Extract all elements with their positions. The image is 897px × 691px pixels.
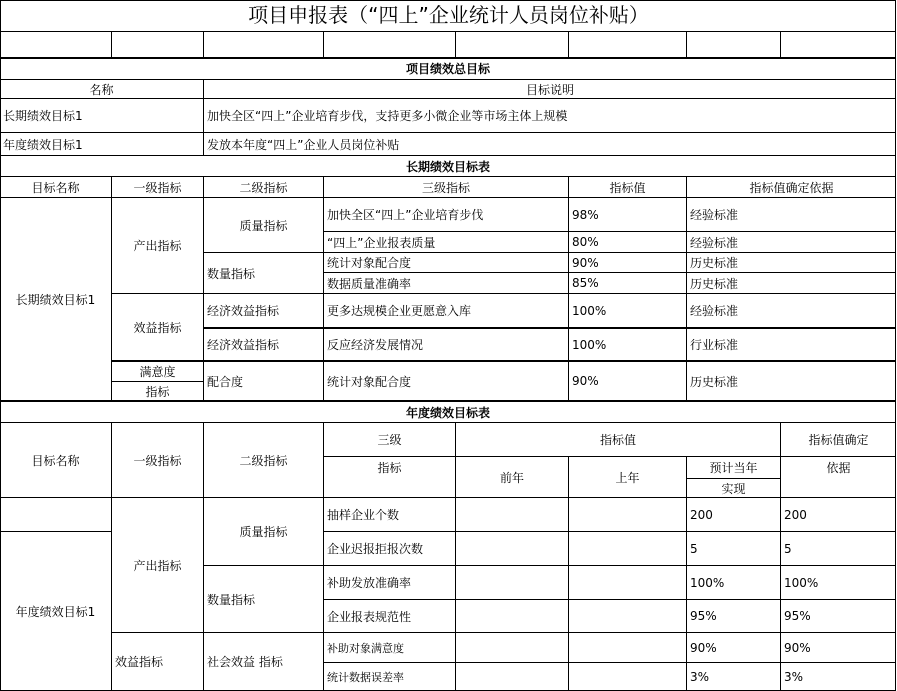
an-row-basis: 95% <box>784 609 811 623</box>
lt-row-l3: 统计对象配合度 <box>327 374 412 389</box>
an-header-l3: 三级 <box>377 433 402 447</box>
an-row-expected: 200 <box>690 507 713 522</box>
an-l1-output: 产出指标 <box>133 558 182 573</box>
an-row-expected: 90% <box>690 640 717 655</box>
lt-header-l2: 二级指标 <box>239 180 288 195</box>
lt-row-value: 90% <box>572 255 599 270</box>
lt-header-target: 目标名称 <box>31 180 80 195</box>
an-target-name: 年度绩效目标1 <box>15 604 96 619</box>
an-row-l3: 补助对象满意度 <box>327 641 404 655</box>
lt-l2-quality: 质量指标 <box>239 218 288 233</box>
lt-row-l3: 加快全区“四上”企业培育步伐 <box>327 208 484 222</box>
an-header-value: 指标值 <box>599 433 636 447</box>
lt-row-basis: 历史标准 <box>690 256 739 270</box>
overall-row-name: 年度绩效目标1 <box>3 137 83 152</box>
lt-row-basis: 经验标准 <box>690 208 739 222</box>
an-row-expected: 95% <box>690 609 717 623</box>
annual-heading: 年度绩效目标表 <box>405 405 490 420</box>
lt-row-basis: 经验标准 <box>690 304 739 318</box>
an-header-l3: 指标 <box>377 461 402 475</box>
overall-row-desc: 发放本年度“四上”企业人员岗位补贴 <box>207 137 400 152</box>
an-row-basis: 5 <box>784 541 792 556</box>
lt-l2-economic: 经济效益指标 <box>207 304 280 318</box>
lt-header-value: 指标值 <box>609 180 646 195</box>
an-row-basis: 3% <box>784 669 804 684</box>
an-header-last-year: 上年 <box>615 470 640 485</box>
lt-header-l3: 三级指标 <box>421 180 470 195</box>
lt-row-basis: 行业标准 <box>690 338 739 352</box>
lt-l2-cooperation: 配合度 <box>207 374 244 389</box>
an-header-l1: 一级指标 <box>133 453 182 468</box>
lt-row-value: 85% <box>572 276 599 290</box>
an-header-l2: 二级指标 <box>239 453 288 468</box>
overall-heading: 项目绩效总目标 <box>405 62 490 76</box>
an-header-expected: 实现 <box>721 481 746 496</box>
an-l1-benefit: 效益指标 <box>115 655 164 669</box>
an-row-basis: 200 <box>784 507 807 522</box>
an-l2-social: 社会效益 指标 <box>207 655 283 669</box>
lt-row-value: 100% <box>572 337 607 352</box>
an-row-l3: 抽样企业个数 <box>327 508 400 522</box>
lt-row-value: 80% <box>572 235 599 249</box>
an-row-expected: 3% <box>690 669 710 684</box>
lt-row-value: 98% <box>572 207 599 222</box>
an-row-basis: 90% <box>784 640 811 655</box>
lt-row-l3: 数据质量准确率 <box>327 276 412 291</box>
overall-row-name: 长期绩效目标1 <box>3 109 83 123</box>
lt-l2-quantity: 数量指标 <box>207 266 256 281</box>
lt-l1-benefit: 效益指标 <box>133 320 182 335</box>
an-row-l3: 企业迟报拒报次数 <box>327 542 424 556</box>
lt-row-value: 100% <box>572 303 607 318</box>
an-row-expected: 5 <box>690 541 698 556</box>
an-header-prev-year: 前年 <box>499 470 524 485</box>
lt-target-name: 长期绩效目标1 <box>15 292 96 307</box>
lt-row-basis: 历史标准 <box>690 276 739 291</box>
overall-row-desc: 加快全区“四上”企业培育步伐，支持更多小微企业等市场主体上规模 <box>207 109 568 123</box>
an-header-basis: 依据 <box>826 461 851 475</box>
lt-header-basis: 指标值确定依据 <box>749 180 834 195</box>
overall-col-name: 名称 <box>89 82 114 97</box>
lt-row-l3: 统计对象配合度 <box>327 256 412 270</box>
an-header-expected: 预计当年 <box>709 461 758 475</box>
lt-header-l1: 一级指标 <box>133 180 182 195</box>
lt-row-basis: 经验标准 <box>690 235 739 250</box>
an-header-basis: 指标值确定 <box>808 433 869 447</box>
overall-col-desc: 目标说明 <box>525 82 574 97</box>
lt-row-basis: 历史标准 <box>690 374 739 389</box>
lt-row-value: 90% <box>572 374 599 388</box>
lt-l1-satisfaction: 满意度 <box>139 365 176 379</box>
lt-l1-satisfaction: 指标 <box>145 384 170 399</box>
lt-l2-economic: 经济效益指标 <box>207 338 280 352</box>
lt-row-l3: 反应经济发展情况 <box>327 338 424 352</box>
lt-row-l3: “四上”企业报表质量 <box>327 235 436 250</box>
an-header-target: 目标名称 <box>31 453 80 468</box>
page-title: 项目申报表（“四上”企业统计人员岗位补贴） <box>248 3 649 27</box>
lt-l1-output: 产出指标 <box>133 239 182 253</box>
an-row-basis: 100% <box>784 575 819 590</box>
an-row-l3: 补助发放准确率 <box>327 576 412 590</box>
an-l2-quantity: 数量指标 <box>207 592 256 607</box>
an-row-l3: 统计数据误差率 <box>327 670 404 684</box>
longterm-heading: 长期绩效目标表 <box>405 159 490 174</box>
an-row-expected: 100% <box>690 575 725 590</box>
an-row-l3: 企业报表规范性 <box>327 609 412 624</box>
lt-row-l3: 更多达规模企业更愿意入库 <box>327 304 472 318</box>
an-l2-quality: 质量指标 <box>239 525 288 539</box>
